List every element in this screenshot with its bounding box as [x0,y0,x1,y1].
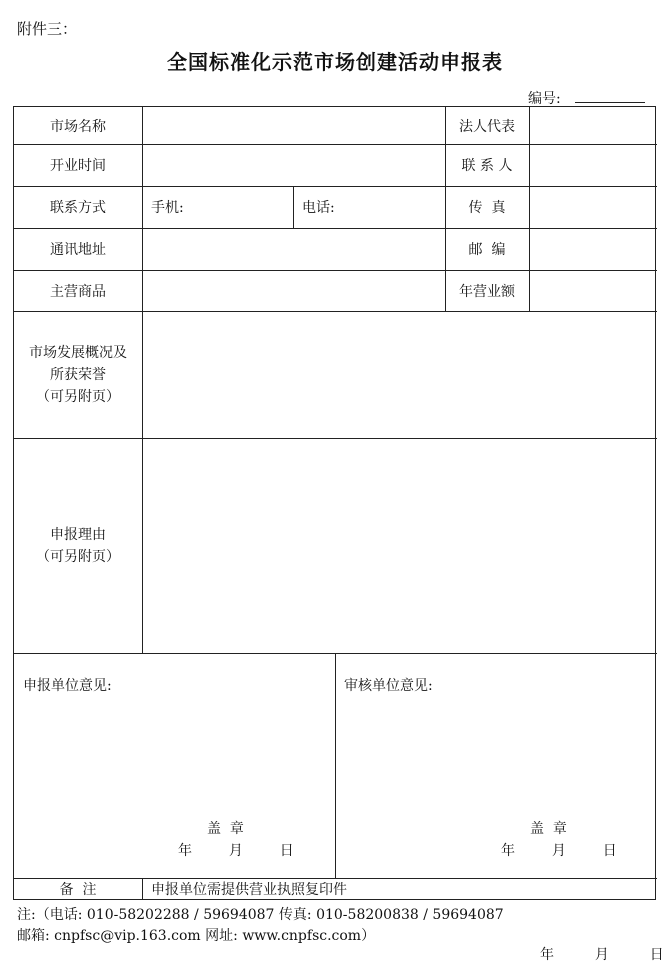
remarks-text: 申报单位需提供营业执照复印件 [151,882,347,898]
development-label-line: （可另附页） [36,388,120,405]
address-field[interactable] [143,228,445,270]
market-name-field[interactable] [143,107,445,144]
applicant-seal-label: 盖 章 [207,821,244,837]
applicant-date-label: 年 月 日 [178,843,294,859]
fax-label: 传 真 [468,200,506,216]
opening-time-label: 开业时间 [50,158,106,174]
footer-date: 年 月 日 [540,947,664,963]
legal-rep-field[interactable] [530,107,657,144]
postcode-label: 邮 编 [468,242,506,258]
footer-note-line2: 邮箱: cnpfsc@vip.163.com 网址: www.cnpfsc.com） [17,928,376,944]
development-label-line: 所获荣誉 [50,366,106,383]
fax-field[interactable] [530,186,657,228]
reviewer-opinion-label: 审核单位意见: [344,678,433,694]
reviewer-seal-label: 盖 章 [530,821,567,837]
reason-field[interactable] [143,438,657,653]
main-goods-field[interactable] [143,270,445,311]
main-goods-label: 主营商品 [50,283,106,300]
form-title: 全国标准化示范市场创建活动申报表 [167,50,503,74]
market-name-label: 市场名称 [50,118,106,135]
application-form-table [13,106,656,900]
mobile-field[interactable]: 手机: [151,200,184,216]
development-label-line: 市场发展概况及 [29,344,127,361]
reviewer-date-label: 年 月 日 [501,843,617,859]
phone-field[interactable]: 电话: [302,200,335,216]
reason-label [14,438,142,653]
development-label [14,311,142,438]
contact-person-field[interactable] [530,144,657,186]
remarks-label: 备 注 [59,882,97,898]
contact-person-label: 联 系 人 [461,158,513,174]
postcode-field[interactable] [530,228,657,270]
address-label: 通讯地址 [50,242,106,258]
development-field[interactable] [143,311,657,438]
opening-time-field[interactable] [143,144,445,186]
reviewer-opinion-box[interactable] [336,653,657,878]
legal-rep-label: 法人代表 [459,118,515,135]
reason-label-line: （可另附页） [36,548,120,565]
applicant-opinion-label: 申报单位意见: [23,678,112,694]
reason-label-line: 申报理由 [50,526,106,543]
serial-number-label: 编号: [528,91,561,107]
annual-revenue-field[interactable] [530,270,657,311]
serial-number-field[interactable] [575,102,645,103]
contact-method-label: 联系方式 [50,200,106,216]
appendix-label: 附件三： [17,20,78,38]
applicant-opinion-box[interactable] [14,653,335,878]
annual-revenue-label: 年营业额 [459,283,515,300]
footer-note-line1: 注:（电话: 010-58202288 / 59694087 传真: 010-58200838 / 59694087 [17,907,504,923]
